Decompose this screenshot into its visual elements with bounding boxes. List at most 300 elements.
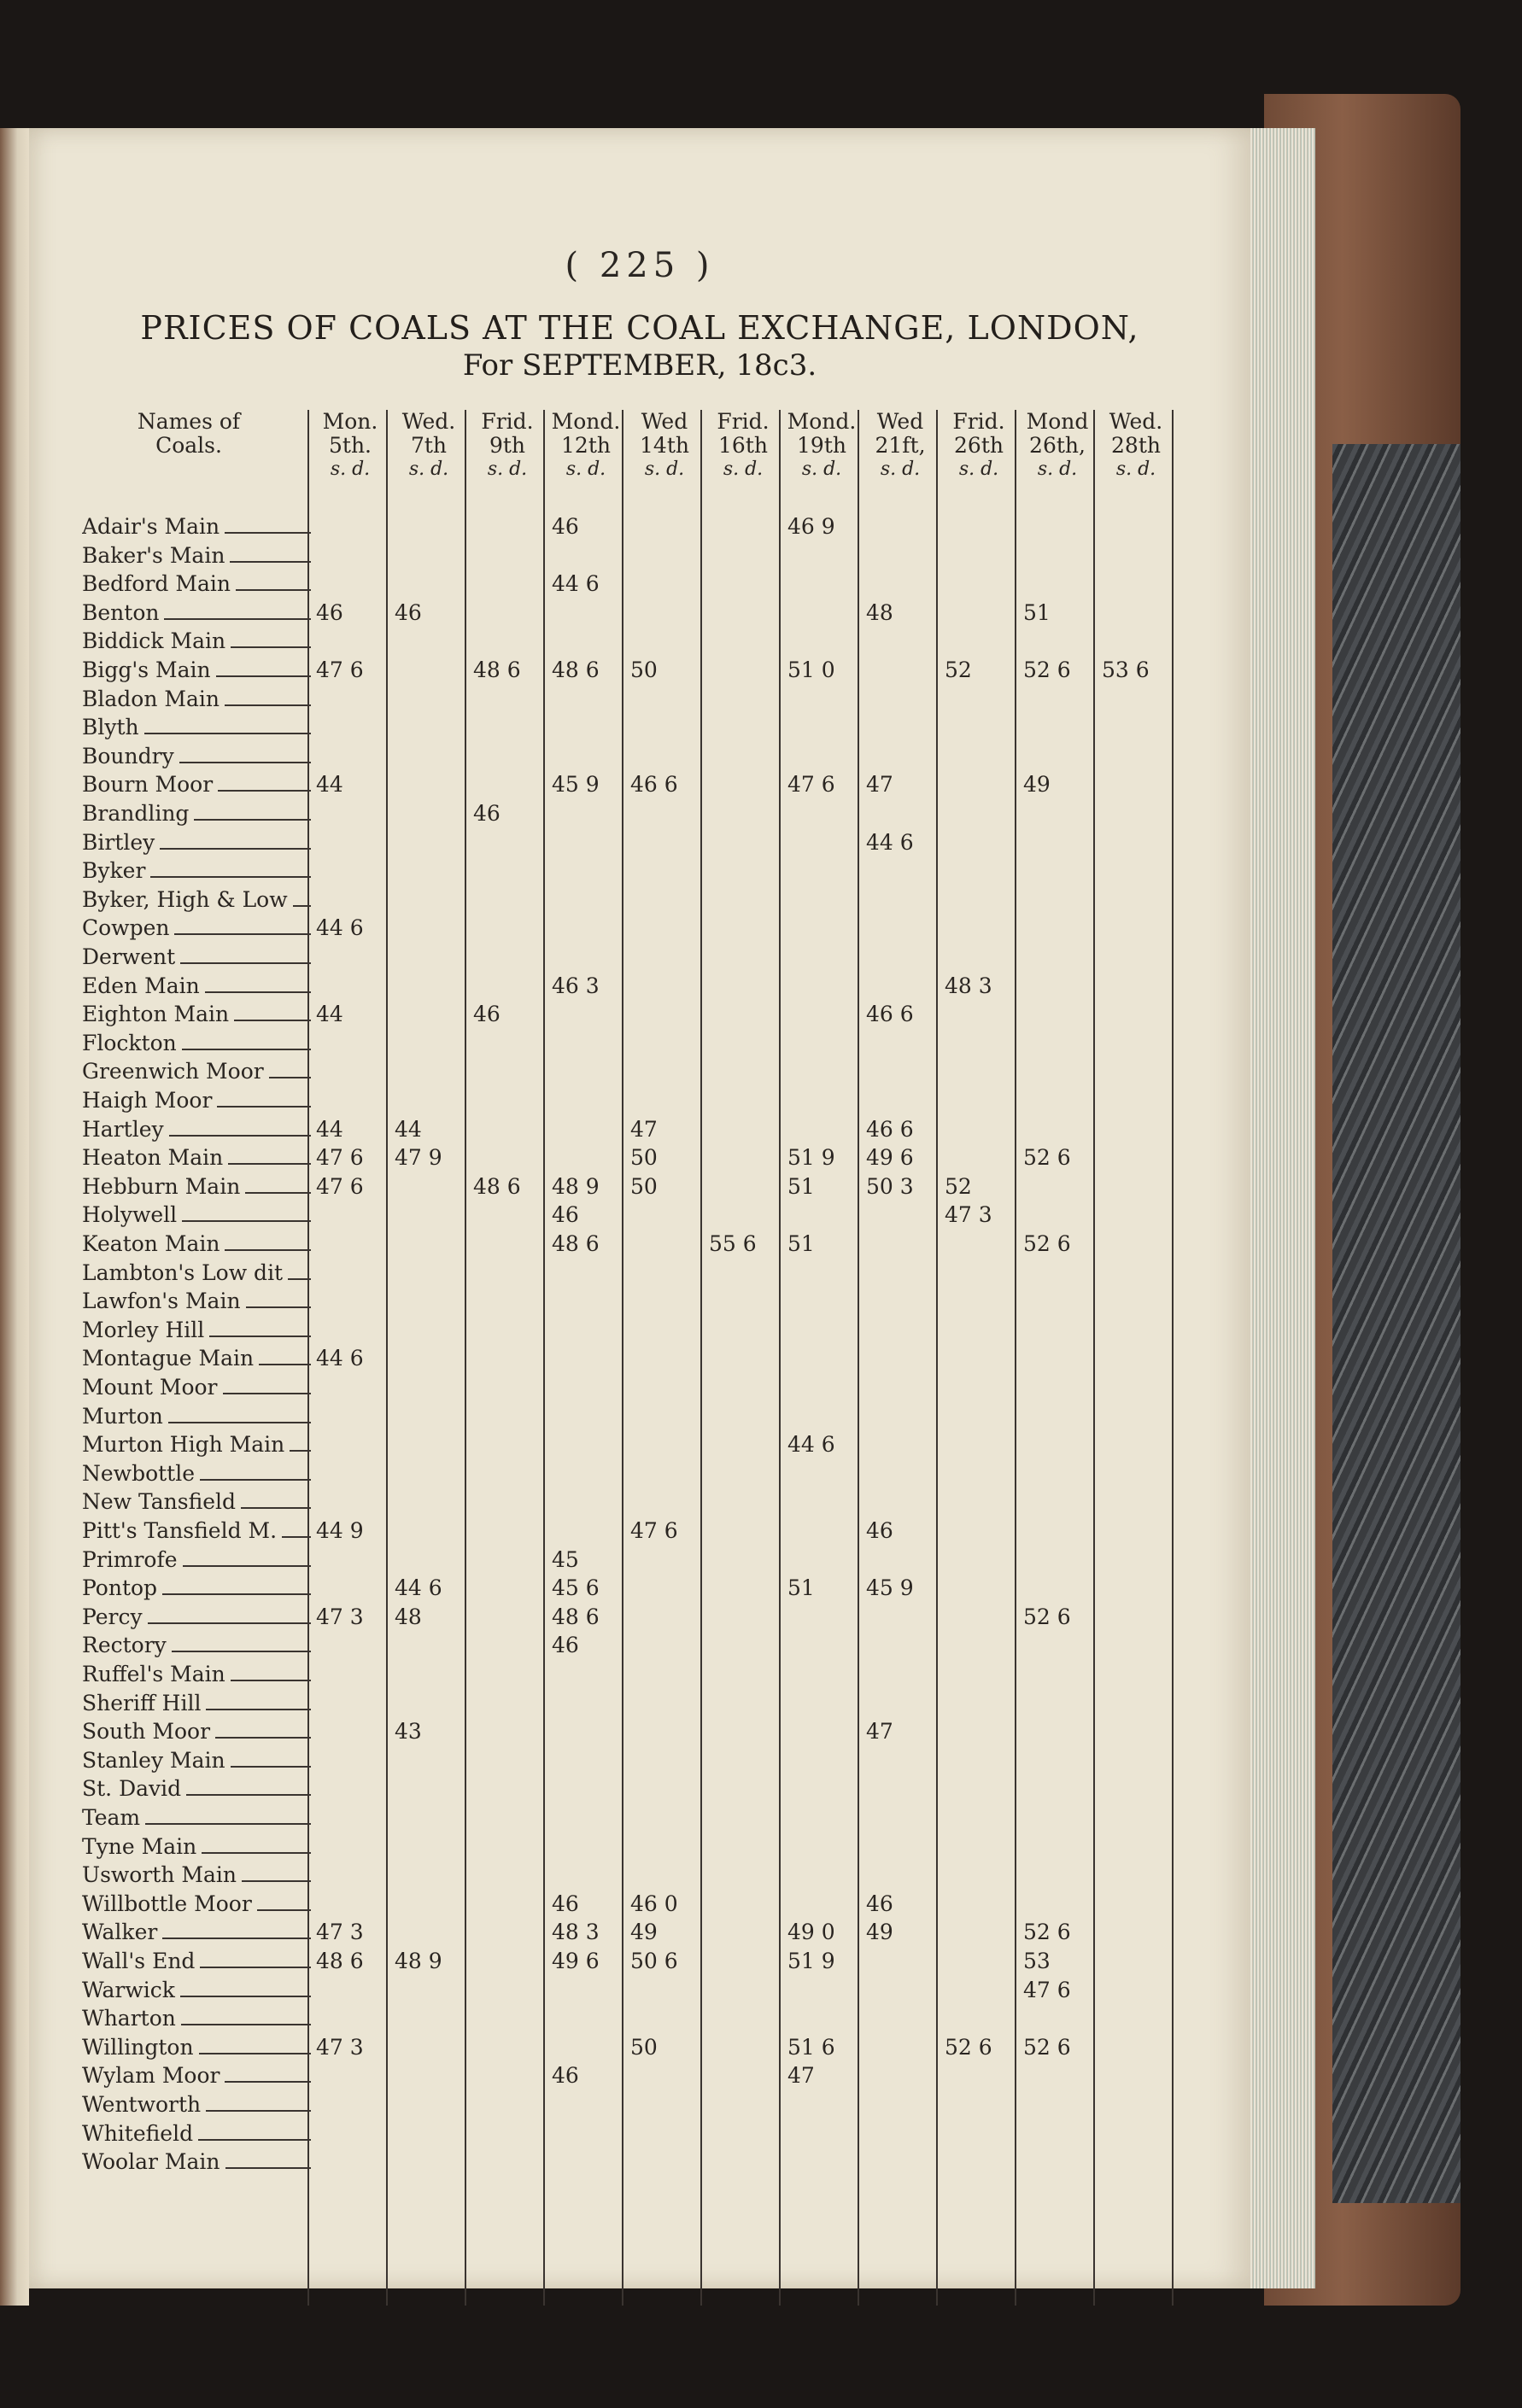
column-header-day: Frid. (952, 409, 1005, 434)
price-cell: 50 3 (866, 1173, 914, 1199)
coal-name: Brandling (82, 801, 194, 826)
coal-name: Greenwich Moor (82, 1059, 269, 1084)
price-cell: 46 (552, 1202, 579, 1228)
coal-name-cell (82, 1832, 311, 1861)
coal-name-cell (82, 799, 311, 827)
price-cell: 46 (395, 599, 422, 625)
table-row (82, 1201, 1177, 1229)
price-cell: 47 6 (316, 1173, 364, 1199)
column-header (311, 410, 389, 511)
price-cell: 44 9 (316, 1518, 364, 1543)
price-cell: 48 3 (945, 973, 992, 998)
coal-name-cell (82, 1517, 311, 1545)
table-row (82, 713, 1177, 741)
coal-name-cell (82, 512, 311, 541)
price-cell: 46 9 (787, 514, 835, 539)
price-cell: 52 (945, 1173, 972, 1199)
column-header-day: Wed (876, 409, 924, 434)
coal-name: Mount Moor (82, 1375, 223, 1400)
price-cell: 53 6 (1102, 658, 1150, 682)
coal-name: Bladon Main (82, 687, 225, 711)
coal-name: Wylam Moor (82, 2063, 225, 2088)
coal-name-cell (82, 599, 311, 627)
name-column-header (82, 410, 296, 511)
book-page (29, 128, 1250, 2288)
price-cell: 48 6 (473, 1173, 521, 1199)
column-header-date: 16th (718, 433, 768, 458)
coal-name: Flockton (82, 1031, 182, 1055)
table-row (82, 770, 1177, 798)
column-header-day: Wed. (1109, 409, 1163, 434)
column-header-day: Mond. (787, 409, 857, 434)
price-cell: 46 6 (630, 772, 678, 798)
coal-name-cell (82, 1029, 311, 1057)
price-cell: 43 (395, 1719, 422, 1745)
price-cell: 45 (552, 1546, 579, 1572)
price-cell: 51 9 (787, 1145, 835, 1171)
price-cell: 49 (630, 1920, 658, 1945)
table-row (82, 1918, 1177, 1946)
price-cell: 46 (866, 1518, 893, 1543)
coal-name-cell (82, 885, 311, 914)
price-cell: 47 (630, 1116, 658, 1142)
table-row (82, 2148, 1177, 2176)
coal-name: Morley Hill (82, 1318, 209, 1342)
coal-name-cell (82, 1172, 311, 1201)
coal-name: Willington (82, 2035, 199, 2060)
coal-name-cell (82, 770, 311, 798)
column-header (1018, 410, 1097, 511)
coal-name: Newbottle (82, 1461, 200, 1486)
table-row (82, 2061, 1177, 2089)
coal-name: Bedford Main (82, 571, 236, 596)
table-row (82, 1631, 1177, 1659)
coal-name-cell (82, 2119, 311, 2148)
coal-name-cell (82, 1057, 311, 1085)
coal-name-cell (82, 1000, 311, 1028)
table-row (82, 1402, 1177, 1430)
coal-name: Wall's End (82, 1949, 200, 1973)
price-cell: 48 (395, 1604, 422, 1629)
table-row (82, 1976, 1177, 2004)
price-cell: 49 (1023, 772, 1051, 798)
coal-name: Byker (82, 858, 150, 883)
table-row (82, 1373, 1177, 1401)
price-cell: 49 6 (866, 1145, 914, 1171)
coal-name: Murton High Main (82, 1432, 290, 1457)
price-cell: 51 6 (787, 2034, 835, 2060)
coal-name: Woolar Main (82, 2149, 225, 2174)
column-header-units: s. d. (1115, 459, 1156, 480)
price-cell: 44 (316, 1116, 343, 1142)
price-cell: 44 (316, 772, 343, 798)
table-row (82, 1746, 1177, 1774)
coal-name: Derwent (82, 944, 180, 969)
price-cell: 48 6 (552, 1604, 600, 1629)
table-row (82, 2033, 1177, 2061)
price-cell: 55 6 (709, 1231, 757, 1256)
table-row (82, 1689, 1177, 1717)
price-cell: 51 (787, 1173, 815, 1199)
price-cell: 51 (787, 1231, 815, 1256)
coal-name-cell (82, 1574, 311, 1602)
coal-name: Team (82, 1805, 145, 1830)
column-header-day: Wed. (401, 409, 456, 434)
table-row (82, 1803, 1177, 1832)
page-title: PRICES OF COALS AT THE COAL EXCHANGE, LONDON, (140, 309, 1139, 347)
coal-name-cell (82, 2061, 311, 2089)
coal-name: Wharton (82, 2006, 181, 2031)
table-row (82, 1430, 1177, 1458)
price-cell: 47 (866, 1719, 893, 1745)
table-row (82, 1774, 1177, 1803)
coal-name: Birtley (82, 830, 160, 855)
price-cell: 50 (630, 1173, 658, 1199)
coal-name: Willbottle Moor (82, 1891, 257, 1916)
price-cell: 45 9 (866, 1575, 914, 1601)
coal-name-cell (82, 1803, 311, 1832)
coal-name: Baker's Main (82, 543, 230, 568)
coal-name-cell (82, 2090, 311, 2119)
coal-name: Sheriff Hill (82, 1691, 206, 1715)
table-row (82, 1574, 1177, 1602)
price-cell: 50 6 (630, 1949, 678, 1973)
coal-name: Pitt's Tansfield M. (82, 1518, 282, 1543)
table-row (82, 914, 1177, 942)
column-header (468, 410, 547, 511)
table-row (82, 1230, 1177, 1258)
column-header-units: s. d. (801, 459, 842, 480)
page-subtitle: For SEPTEMBER, 18c3. (462, 348, 817, 383)
coal-name-cell (82, 1976, 311, 2004)
coal-name: Montague Main (82, 1346, 259, 1371)
table-row (82, 656, 1177, 684)
price-cell: 46 (316, 599, 343, 625)
table-row (82, 685, 1177, 713)
coal-name: Biddick Main (82, 628, 231, 653)
coal-name-cell (82, 1402, 311, 1430)
price-cell: 46 (473, 801, 501, 826)
column-header-date: 9th (489, 433, 526, 458)
table-row (82, 1259, 1177, 1287)
coal-name: Bigg's Main (82, 658, 216, 682)
column-header-units: s. d. (487, 459, 528, 480)
adjacent-page-edge (0, 128, 29, 2306)
coal-name: Holywell (82, 1202, 182, 1227)
coal-name: Lawfon's Main (82, 1289, 246, 1313)
column-header (547, 410, 625, 511)
price-cell: 46 0 (630, 1891, 678, 1916)
column-header (389, 410, 468, 511)
coal-name: Percy (82, 1604, 148, 1629)
coal-name-cell (82, 1487, 311, 1516)
price-cell: 52 6 (1023, 1920, 1071, 1945)
price-cell: 47 6 (1023, 1977, 1071, 2002)
table-row (82, 2119, 1177, 2148)
column-header-date: 28th (1111, 433, 1161, 458)
name-header-line: Coals. (155, 433, 222, 458)
coal-name: Eden Main (82, 973, 205, 998)
column-header-date: 26th (954, 433, 1004, 458)
marbled-endpaper (1332, 444, 1461, 2203)
table-row (82, 828, 1177, 856)
price-cell: 46 (552, 2063, 579, 2089)
coal-name-cell (82, 2033, 311, 2061)
coal-name-cell (82, 1746, 311, 1774)
coal-name: Ruffel's Main (82, 1662, 231, 1686)
coal-name: St. David (82, 1776, 186, 1801)
table-row (82, 943, 1177, 971)
table-row (82, 570, 1177, 598)
coal-name: Pontop (82, 1575, 162, 1600)
coal-name-cell (82, 1086, 311, 1114)
coal-name-cell (82, 1947, 311, 1975)
column-header-units: s. d. (330, 459, 371, 480)
coal-name-cell (82, 541, 311, 570)
coal-name-cell (82, 1259, 311, 1287)
table-row (82, 1861, 1177, 1889)
price-cell: 47 3 (945, 1202, 992, 1228)
price-cell: 52 6 (1023, 658, 1071, 682)
price-cell: 47 3 (316, 1920, 364, 1945)
column-header-date: 7th (410, 433, 448, 458)
price-cell: 44 (316, 1002, 343, 1027)
column-header-day: Mon. (322, 409, 378, 434)
coal-name-cell (82, 1143, 311, 1172)
column-header (625, 410, 704, 511)
column-header-units: s. d. (880, 459, 921, 480)
coal-name: Primrofe (82, 1547, 183, 1572)
price-cell: 53 (1023, 1949, 1051, 1973)
price-cell: 51 (1023, 599, 1051, 625)
coal-name-cell (82, 1373, 311, 1401)
price-cell: 46 6 (866, 1002, 914, 1027)
column-header-day: Mond. (551, 409, 621, 434)
coal-name: South Moor (82, 1719, 215, 1744)
table-row (82, 742, 1177, 770)
coal-name-cell (82, 627, 311, 655)
price-cell: 45 6 (552, 1575, 600, 1601)
table-row (82, 885, 1177, 914)
price-cell: 48 6 (552, 658, 600, 682)
coal-name-cell (82, 914, 311, 942)
price-cell: 50 (630, 1145, 658, 1171)
coal-name-cell (82, 1546, 311, 1574)
coal-name: Cowpen (82, 915, 174, 940)
price-cell: 48 6 (473, 658, 521, 682)
price-cell: 44 6 (552, 571, 600, 597)
column-header (1097, 410, 1175, 511)
coal-name-cell (82, 1890, 311, 1918)
price-cell: 47 6 (316, 1145, 364, 1171)
table-row (82, 512, 1177, 541)
price-cell: 52 (945, 658, 972, 682)
price-cell: 50 (630, 2034, 658, 2060)
page-block-edge (1247, 128, 1315, 2288)
table-row (82, 541, 1177, 570)
coal-name-cell (82, 685, 311, 713)
coal-name-cell (82, 828, 311, 856)
price-cell: 49 6 (552, 1949, 600, 1973)
coal-name: New Tansfield (82, 1489, 241, 1514)
price-cell: 48 6 (316, 1949, 364, 1973)
price-cell: 52 6 (1023, 1231, 1071, 1256)
price-cell: 48 9 (395, 1949, 442, 1973)
table-row (82, 1057, 1177, 1085)
table-row (82, 1287, 1177, 1315)
table-row (82, 599, 1177, 627)
coal-name-cell (82, 1459, 311, 1487)
price-cell: 48 9 (552, 1173, 600, 1199)
coal-name: Hartley (82, 1117, 169, 1142)
coal-name-cell (82, 656, 311, 684)
price-cell: 52 6 (1023, 1604, 1071, 1629)
coal-name-cell (82, 1603, 311, 1631)
coal-name-cell (82, 742, 311, 770)
column-header-date: 21ft, (875, 433, 926, 458)
coal-name: Warwick (82, 1978, 180, 2002)
coal-name: Adair's Main (82, 514, 225, 539)
price-cell: 44 6 (787, 1432, 835, 1458)
column-header (940, 410, 1018, 511)
coal-name-cell (82, 1631, 311, 1659)
coal-name: Blyth (82, 715, 144, 739)
coal-name-cell (82, 1344, 311, 1372)
price-cell: 51 (787, 1575, 815, 1601)
coal-name: Byker, High & Low (82, 887, 293, 912)
coal-name-cell (82, 2004, 311, 2032)
price-cell: 46 6 (866, 1116, 914, 1142)
table-row (82, 2090, 1177, 2119)
coal-name-cell (82, 1660, 311, 1688)
table-row (82, 799, 1177, 827)
price-cell: 49 0 (787, 1920, 835, 1945)
coal-name-cell (82, 1861, 311, 1889)
price-cell: 47 9 (395, 1145, 442, 1171)
price-cell: 44 (395, 1116, 422, 1142)
column-header-units: s. d. (565, 459, 606, 480)
price-cell: 47 6 (316, 658, 364, 682)
table-row (82, 1546, 1177, 1574)
price-cell: 49 (866, 1920, 893, 1945)
coal-name: Stanley Main (82, 1748, 231, 1773)
price-cell: 51 9 (787, 1949, 835, 1973)
price-cell: 46 (473, 1002, 501, 1027)
table-row (82, 856, 1177, 885)
coal-name-cell (82, 856, 311, 885)
coal-name: Walker (82, 1920, 162, 1944)
coal-name: Boundry (82, 744, 179, 769)
coal-name-cell (82, 1115, 311, 1143)
table-row (82, 1459, 1177, 1487)
coal-name: Bourn Moor (82, 772, 218, 797)
price-cell: 51 0 (787, 658, 835, 682)
column-header-units: s. d. (644, 459, 685, 480)
price-cell: 52 6 (1023, 1145, 1071, 1171)
coal-name-cell (82, 1918, 311, 1946)
coal-name-cell (82, 1430, 311, 1458)
coal-name-cell (82, 1689, 311, 1717)
coal-name: Haigh Moor (82, 1088, 217, 1113)
price-cell: 52 6 (1023, 2034, 1071, 2060)
column-header-date: 14th (640, 433, 689, 458)
table-row (82, 1000, 1177, 1028)
table-row (82, 972, 1177, 1000)
coal-name-cell (82, 713, 311, 741)
coal-name: Keaton Main (82, 1231, 225, 1256)
price-cell: 46 (866, 1891, 893, 1916)
coal-name: Eighton Main (82, 1002, 234, 1026)
coal-name-cell (82, 570, 311, 598)
table-row (82, 1890, 1177, 1918)
column-header-units: s. d. (408, 459, 449, 480)
price-cell: 47 3 (316, 1604, 364, 1629)
coal-name-cell (82, 1717, 311, 1745)
coal-name-cell (82, 1774, 311, 1803)
price-cell: 50 (630, 658, 658, 682)
table-row (82, 1172, 1177, 1201)
column-header-day: Frid. (481, 409, 534, 434)
name-header-line: Names of (137, 409, 241, 434)
price-cell: 46 3 (552, 973, 600, 998)
table-row (82, 1487, 1177, 1516)
table-row (82, 627, 1177, 655)
coal-name: Heaton Main (82, 1145, 228, 1170)
column-header-units: s. d. (723, 459, 764, 480)
coal-name-cell (82, 1316, 311, 1344)
coal-name: Wentworth (82, 2092, 206, 2117)
column-header-date: 5th. (329, 433, 372, 458)
coal-name-cell (82, 1230, 311, 1258)
coal-name: Lambton's Low dit (82, 1260, 288, 1285)
table-row (82, 1086, 1177, 1114)
coal-name: Tyne Main (82, 1834, 202, 1859)
price-cell: 44 6 (866, 829, 914, 855)
price-cell: 44 6 (316, 915, 364, 941)
price-cell: 47 6 (630, 1518, 678, 1543)
column-header-day: Wed (641, 409, 688, 434)
column-header-date: 26th, (1029, 433, 1086, 458)
price-cell: 45 9 (552, 772, 600, 798)
coal-name: Murton (82, 1404, 168, 1429)
coal-name: Whitefield (82, 2121, 198, 2146)
table-row (82, 1029, 1177, 1057)
price-cell: 44 6 (395, 1575, 442, 1601)
price-cell: 48 6 (552, 1231, 600, 1256)
price-cell: 47 3 (316, 2034, 364, 2060)
price-cell: 48 3 (552, 1920, 600, 1945)
price-cell: 44 6 (316, 1346, 364, 1371)
table-row (82, 2004, 1177, 2032)
coal-name-cell (82, 2148, 311, 2176)
table-row (82, 1660, 1177, 1688)
price-cell: 47 (866, 772, 893, 798)
coal-name-cell (82, 1287, 311, 1315)
column-header-units: s. d. (958, 459, 999, 480)
table-row (82, 1344, 1177, 1372)
column-header (704, 410, 782, 511)
table-row (82, 1316, 1177, 1344)
table-row (82, 1517, 1177, 1545)
column-header (861, 410, 940, 511)
price-cell: 52 6 (945, 2034, 992, 2060)
table-row (82, 1832, 1177, 1861)
coal-name-cell (82, 943, 311, 971)
coal-name: Usworth Main (82, 1862, 242, 1887)
table-row (82, 1603, 1177, 1631)
price-cell: 47 6 (787, 772, 835, 798)
coal-name: Benton (82, 600, 164, 625)
